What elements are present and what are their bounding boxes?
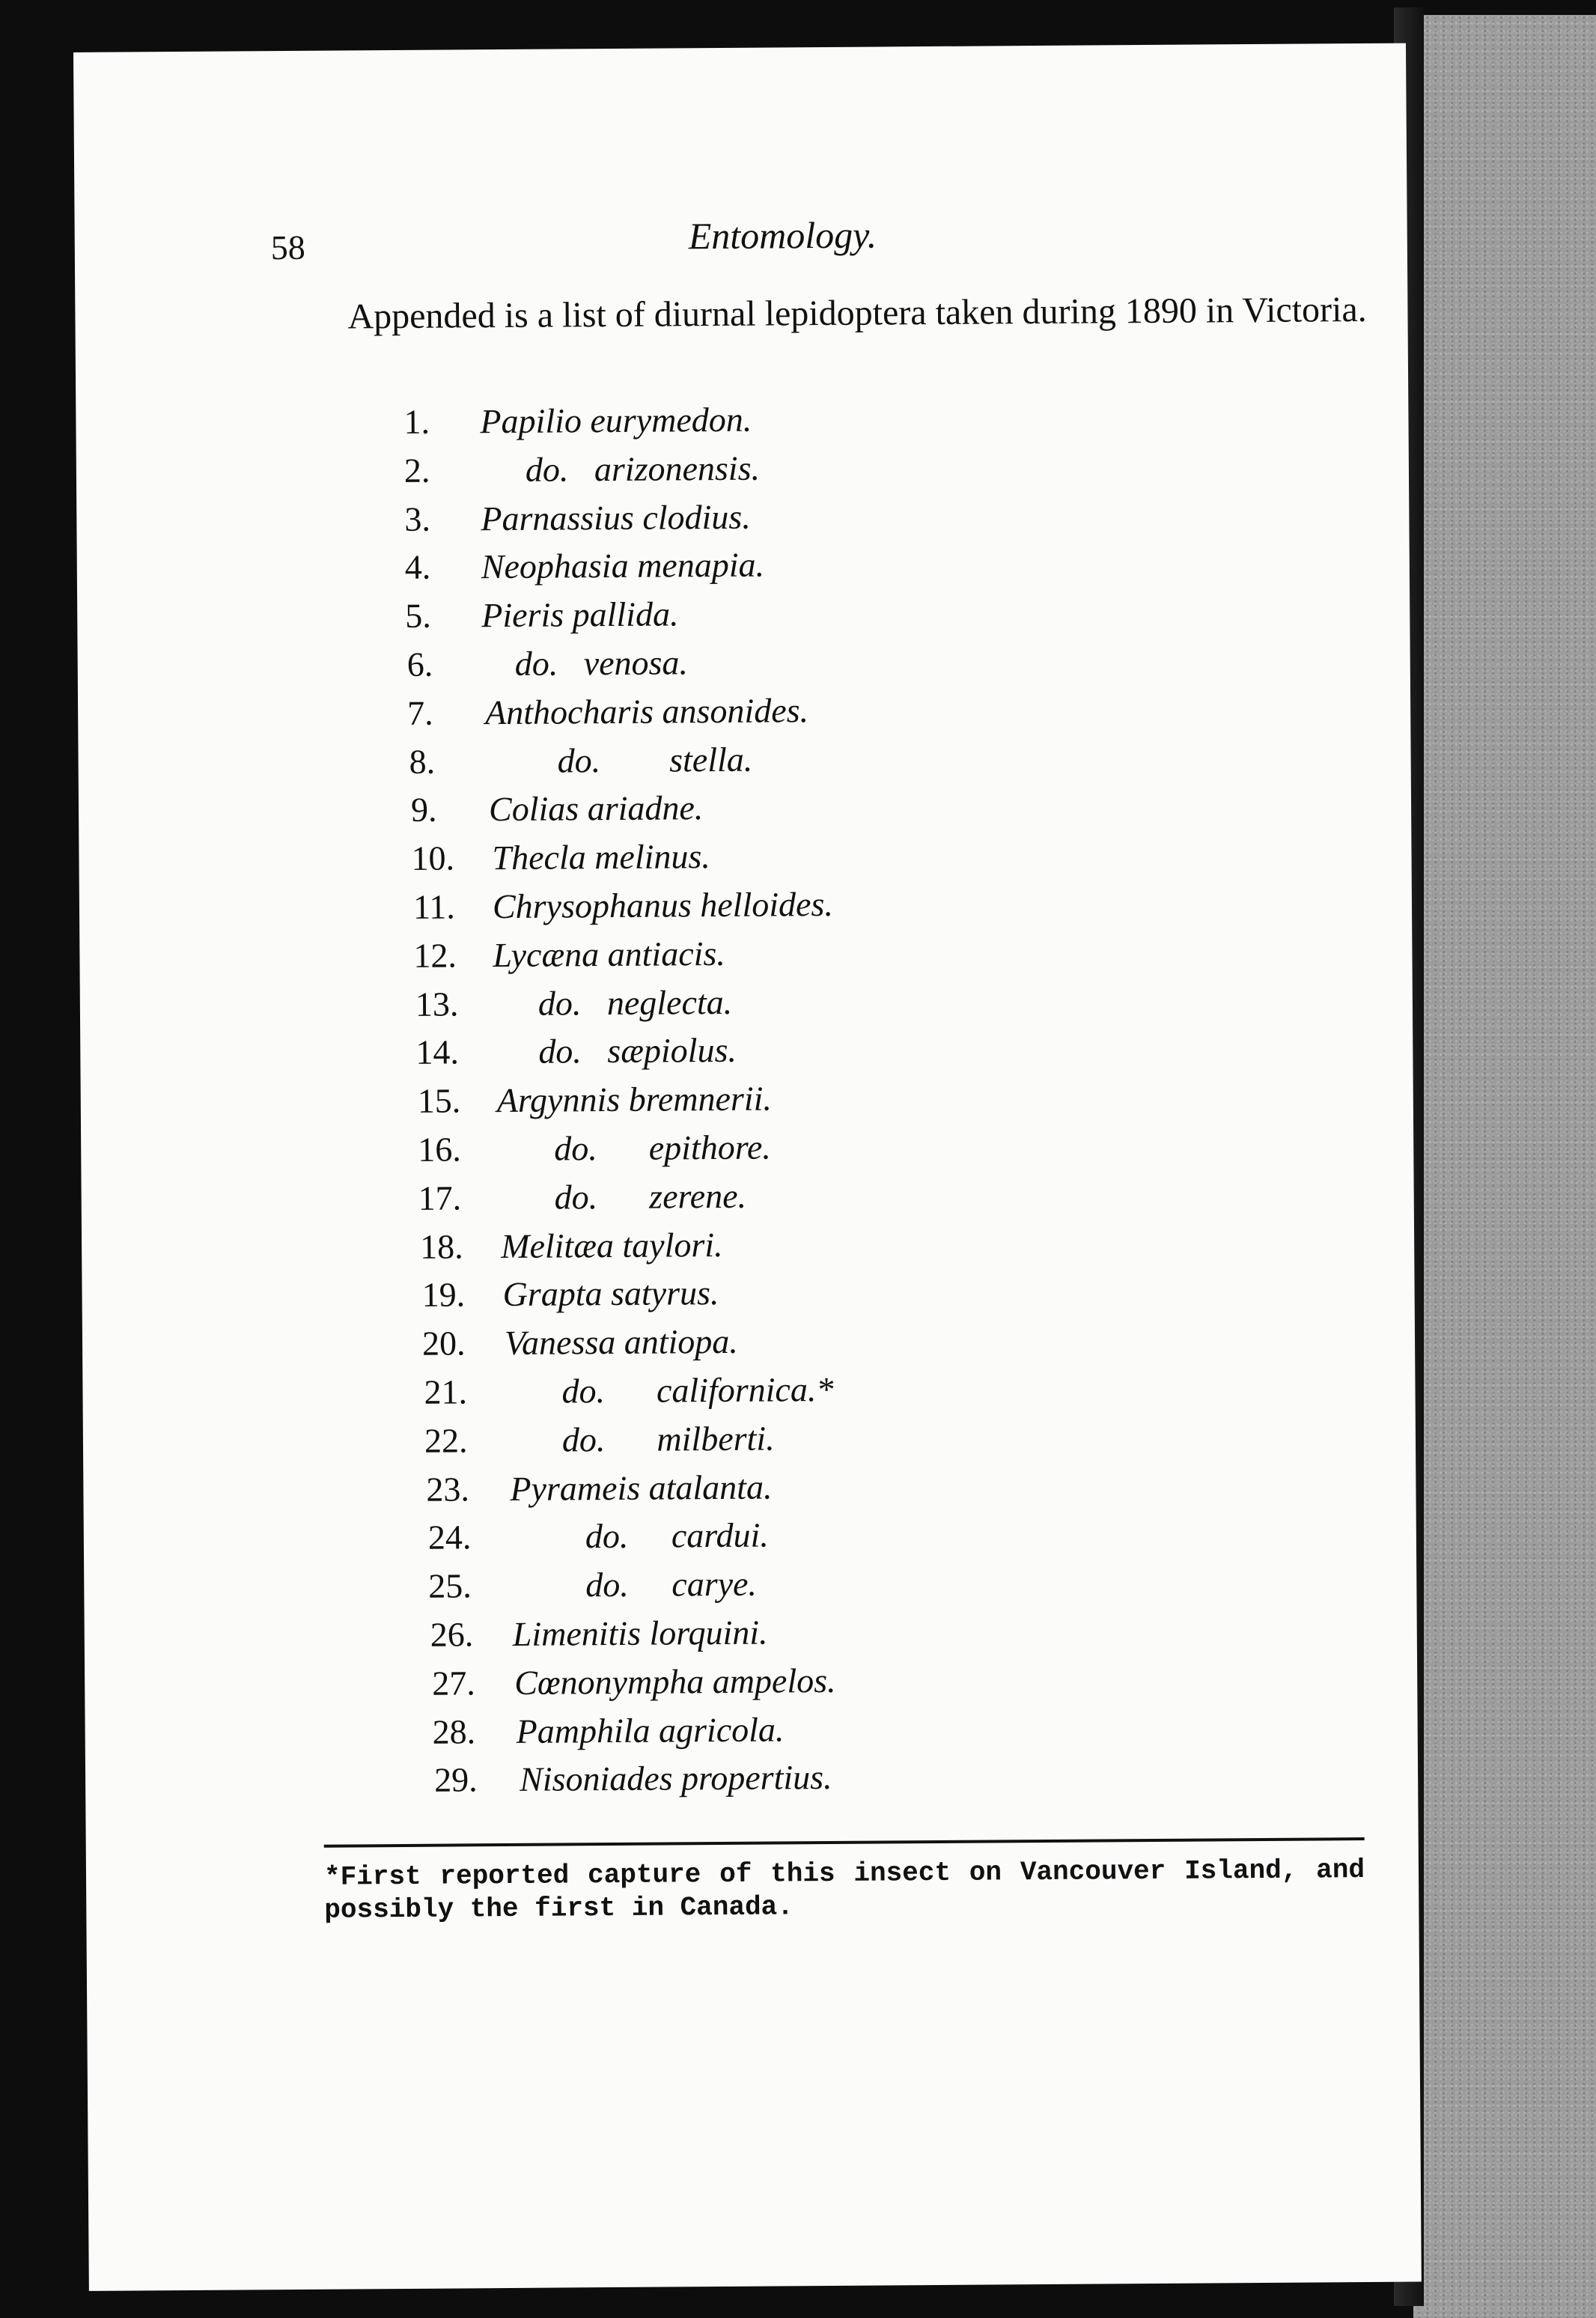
- species-name: Cœnonympha ampelos.: [514, 1661, 836, 1702]
- list-item-number: 22.: [424, 1421, 468, 1460]
- list-item-number: 14.: [415, 1032, 460, 1072]
- list-item: [78, 734, 1410, 792]
- list-item: [76, 443, 1409, 501]
- species-name: Vanessa antiopa.: [504, 1321, 738, 1363]
- species-name: do. californica.*: [561, 1369, 834, 1411]
- list-item: [82, 1220, 1414, 1277]
- species-name: do. cardui.: [585, 1515, 769, 1556]
- list-item: [80, 977, 1413, 1035]
- list-item: [80, 1026, 1413, 1083]
- list-item-number: 18.: [419, 1226, 463, 1266]
- list-item-number: 16.: [418, 1130, 461, 1169]
- list-item-number: 6.: [406, 645, 433, 684]
- list-item-number: 13.: [415, 985, 459, 1023]
- list-item: [79, 880, 1412, 938]
- list-item-number: 26.: [430, 1615, 474, 1654]
- species-name: Grapta satyrus.: [502, 1274, 719, 1314]
- list-item: [79, 832, 1411, 889]
- list-item-number: 3.: [404, 499, 431, 538]
- species-name: do. arizonensis.: [525, 448, 761, 489]
- species-name: do. venosa.: [514, 643, 689, 683]
- list-item: [85, 1705, 1417, 1762]
- species-name: Papilio eurymedon.: [480, 400, 752, 441]
- list-item: [82, 1317, 1415, 1375]
- right-background-board: [1413, 15, 1596, 2318]
- list-item: [85, 1607, 1417, 1665]
- list-item: [76, 395, 1408, 453]
- list-item: [79, 783, 1411, 841]
- list-item: [85, 1656, 1417, 1714]
- list-item: [78, 686, 1410, 743]
- page-number: 58: [270, 228, 306, 267]
- species-name: Argynnis bremnerii.: [496, 1079, 773, 1120]
- list-item: [83, 1414, 1416, 1471]
- list-item-number: 8.: [409, 742, 436, 781]
- list-item-number: 10.: [411, 839, 455, 878]
- list-item-number: 7.: [406, 693, 433, 732]
- list-item-number: 21.: [424, 1372, 468, 1411]
- list-item: [82, 1268, 1414, 1326]
- list-item-number: 27.: [432, 1664, 475, 1703]
- list-item-number: 4.: [404, 548, 431, 587]
- list-item-number: 17.: [418, 1178, 462, 1217]
- species-name: Pamphila agricola.: [516, 1709, 785, 1750]
- list-item: [81, 1074, 1413, 1132]
- species-name: do. neglecta.: [537, 982, 733, 1023]
- list-item: [79, 928, 1412, 986]
- list-item: [77, 541, 1410, 598]
- list-item-number: 24.: [427, 1518, 472, 1557]
- list-item: [78, 638, 1410, 696]
- species-name: do. zerene.: [554, 1176, 747, 1217]
- species-name: Neophasia menapia.: [481, 545, 765, 586]
- list-item-number: 15.: [417, 1081, 461, 1120]
- running-title: Entomology.: [688, 213, 877, 258]
- list-item-number: 5.: [405, 596, 431, 636]
- species-name: Nisoniades propertius.: [519, 1758, 832, 1799]
- list-item-number: 1.: [403, 402, 430, 441]
- species-name: Chrysophanus helloides.: [492, 884, 834, 926]
- footnote: *First reported capture of this insect on Vancouver Island, and possibly the first in Canada.: [323, 1855, 1365, 1926]
- species-name: Lycæna antiacis.: [493, 934, 725, 974]
- species-name: do. stella.: [557, 740, 753, 780]
- list-item-number: 29.: [433, 1760, 478, 1800]
- species-name: Colias ariadne.: [488, 788, 704, 829]
- list-item: [85, 1753, 1418, 1811]
- intro-text: Appended is a list of diurnal lepidoptera taken during 1890 in Victoria.: [347, 289, 1367, 337]
- list-item: [83, 1462, 1416, 1520]
- list-item-number: 9.: [410, 791, 437, 830]
- species-name: Thecla melinus.: [492, 837, 710, 877]
- list-item-number: 11.: [412, 887, 455, 926]
- species-name: Parnassius clodius.: [481, 497, 751, 538]
- list-item: [82, 1365, 1415, 1423]
- species-name: do. epithore.: [554, 1128, 772, 1168]
- species-list: [76, 395, 1418, 1811]
- list-item-number: 20.: [421, 1324, 466, 1363]
- list-item-number: 23.: [426, 1469, 470, 1509]
- species-name: do. milberti.: [561, 1419, 775, 1459]
- species-name: Pyrameis atalanta.: [510, 1467, 773, 1508]
- species-name: Anthocharis ansonides.: [484, 690, 809, 731]
- list-item: [82, 1171, 1414, 1229]
- list-item: [84, 1560, 1416, 1617]
- footnote-rule: [324, 1837, 1365, 1848]
- species-name: Limenitis lorquini.: [512, 1613, 768, 1653]
- list-item-number: 2.: [403, 451, 430, 490]
- species-name: Melitæa taylori.: [500, 1225, 723, 1265]
- species-name: Pieris pallida.: [481, 594, 679, 635]
- book-page: [73, 43, 1422, 2291]
- species-name: do. carye.: [585, 1564, 758, 1604]
- list-item: [81, 1122, 1413, 1180]
- list-item: [84, 1511, 1416, 1569]
- list-item-number: 19.: [421, 1275, 466, 1315]
- list-item-number: 25.: [428, 1566, 472, 1605]
- list-item-number: 28.: [432, 1712, 476, 1751]
- list-item: [76, 492, 1409, 550]
- intro-paragraph: [271, 280, 1372, 347]
- species-name: do. sæpiolus.: [538, 1031, 737, 1071]
- list-item: [77, 589, 1410, 647]
- list-item-number: 12.: [413, 936, 457, 975]
